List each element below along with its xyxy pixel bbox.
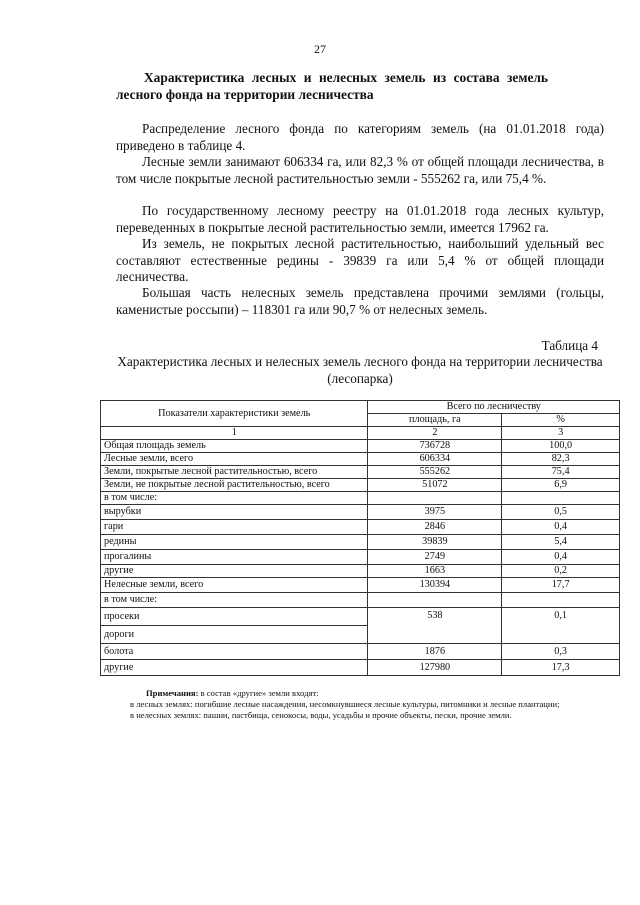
- row-percent: [502, 593, 620, 608]
- notes-heading: Примечания:: [146, 688, 199, 698]
- table-row: [101, 535, 620, 550]
- page-number: 27: [314, 42, 326, 56]
- table-row: [101, 608, 620, 626]
- paragraph-2: Лесные земли занимают 606334 га, или 82,3 % от общей площади лесничества, в том числе покрытые лесной растительностью земли - 555262 га, или 75,4 %.: [116, 154, 604, 186]
- paragraph-1: Распределение лесного фонда по категориям земель (на 01.01.2018 года) приведено в таблице 4.: [116, 121, 604, 153]
- header-area: площадь, га: [368, 414, 502, 427]
- row-percent: 75,4: [502, 466, 620, 479]
- row-area: 39839: [368, 535, 502, 550]
- table-row: [101, 578, 620, 593]
- paragraph-5: Большая часть нелесных земель представлена прочими землями (гольцы, каменистые россыпи) – 118301 га или 90,7 % от нелесных земель.: [116, 285, 604, 317]
- row-label: просеки: [101, 608, 368, 626]
- row-area: 3975: [368, 505, 502, 520]
- row-percent: 0,3: [502, 644, 620, 660]
- row-label: Земли, покрытые лесной растительностью, всего: [101, 466, 368, 479]
- paragraph-4: Из земель, не покрытых лесной растительностью, наибольший удельный вес составляют естественные редины - 39839 га или 5,4 % от общей площади лесничества.: [116, 236, 604, 284]
- row-label: Нелесные земли, всего: [101, 578, 368, 593]
- row-percent: 0,2: [502, 565, 620, 578]
- row-label: другие: [101, 565, 368, 578]
- notes-intro: в состав «другие» земли входят:: [198, 688, 319, 698]
- table-row: [101, 479, 620, 492]
- row-label: болота: [101, 644, 368, 660]
- row-area: 538: [368, 608, 502, 644]
- row-area: 1876: [368, 644, 502, 660]
- notes-line-nonforest: в нелесных землях: пашни, пастбища, сенокосы, воды, усадьбы и прочие объекты, пески, прочие земли.: [130, 710, 512, 720]
- header-percent: %: [502, 414, 620, 427]
- section-heading: Характеристика лесных и нелесных земель из состава земель лесного фонда на территории лесничества: [116, 70, 548, 102]
- row-percent: 82,3: [502, 453, 620, 466]
- row-area: [368, 593, 502, 608]
- row-area: 51072: [368, 479, 502, 492]
- row-label: другие: [101, 660, 368, 676]
- row-label: дороги: [101, 626, 368, 644]
- row-label: в том числе:: [101, 492, 368, 505]
- row-percent: 5,4: [502, 535, 620, 550]
- table-title: Характеристика лесных и нелесных земель лесного фонда на территории лесничества (лесопарка): [117, 354, 603, 386]
- table-row: [101, 492, 620, 505]
- land-characteristics-table: [100, 400, 620, 676]
- row-percent: 0,1: [502, 608, 620, 644]
- col-number-1: 1: [101, 427, 368, 440]
- table-row: [101, 466, 620, 479]
- col-number-3: 3: [502, 427, 620, 440]
- row-percent: 0,5: [502, 505, 620, 520]
- row-label: прогалины: [101, 550, 368, 565]
- row-percent: 17,3: [502, 660, 620, 676]
- row-area: [368, 492, 502, 505]
- row-percent: 6,9: [502, 479, 620, 492]
- table-row: [101, 505, 620, 520]
- paragraph-3: По государственному лесному реестру на 01.01.2018 года лесных культур, переведенных в покрытые лесной растительностью земли, имеется 17962 га.: [116, 203, 604, 235]
- table-row: [101, 644, 620, 660]
- row-area: 1663: [368, 565, 502, 578]
- row-label: Общая площадь земель: [101, 440, 368, 453]
- row-percent: 0,4: [502, 550, 620, 565]
- table-notes: [130, 688, 600, 721]
- header-indicator: Показатели характеристики земель: [101, 401, 368, 427]
- row-label: Земли, не покрытые лесной растительностью, всего: [101, 479, 368, 492]
- row-label: Лесные земли, всего: [101, 453, 368, 466]
- row-percent: 17,7: [502, 578, 620, 593]
- notes-line-forest: в лесных землях: погибшие лесные насаждения, несомкнувшиеся лесные культуры, питомники и лесные плантации;: [130, 699, 560, 709]
- row-label: вырубки: [101, 505, 368, 520]
- row-percent: 100,0: [502, 440, 620, 453]
- table-row: [101, 565, 620, 578]
- table-row: [101, 453, 620, 466]
- row-percent: 0,4: [502, 520, 620, 535]
- row-area: 127980: [368, 660, 502, 676]
- row-label: в том числе:: [101, 593, 368, 608]
- table-row: [101, 660, 620, 676]
- row-label: гари: [101, 520, 368, 535]
- row-area: 736728: [368, 440, 502, 453]
- row-area: 555262: [368, 466, 502, 479]
- row-area: 130394: [368, 578, 502, 593]
- row-area: 606334: [368, 453, 502, 466]
- header-total: Всего по лесничеству: [368, 401, 620, 414]
- row-percent: [502, 492, 620, 505]
- table-row: [101, 520, 620, 535]
- table-row: [101, 593, 620, 608]
- row-area: 2749: [368, 550, 502, 565]
- table-row: [101, 440, 620, 453]
- col-number-2: 2: [368, 427, 502, 440]
- table-label: Таблица 4: [541, 338, 598, 353]
- table-row: [101, 550, 620, 565]
- row-area: 2846: [368, 520, 502, 535]
- row-label: редины: [101, 535, 368, 550]
